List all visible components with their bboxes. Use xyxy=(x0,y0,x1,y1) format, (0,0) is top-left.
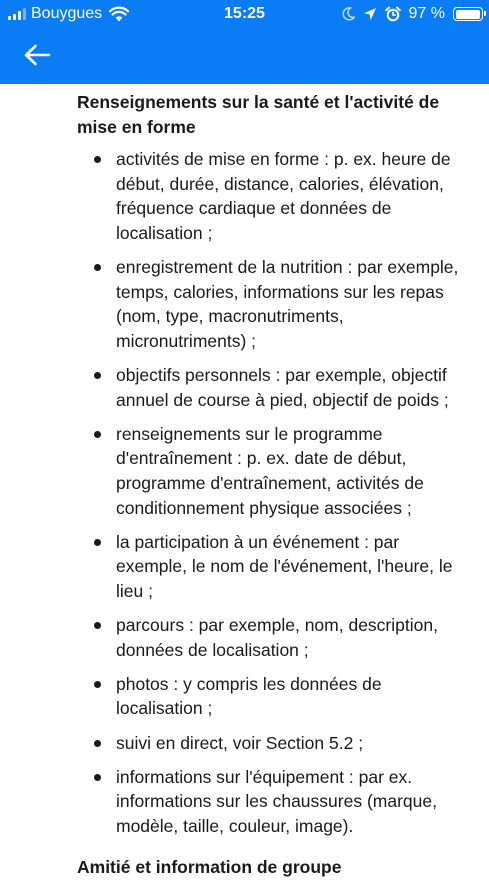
bullet-list xyxy=(0,147,489,839)
list-item-text: enregistrement de la nutrition : par exemple, temps, calories, informations sur les repas (nom, type, macronutriments, micronutriments) ; xyxy=(116,256,459,351)
list-item xyxy=(0,255,489,353)
bullet-dot xyxy=(94,740,101,747)
list-item-text: informations sur l'équipement : par ex. informations sur les chaussures (marque, modèle, taille, couleur, image). xyxy=(116,766,437,836)
list-item-text: activités de mise en forme : p. ex. heure de début, durée, distance, calories, élévation, fréquence cardiaque et données de localisation ; xyxy=(116,149,451,243)
carrier-name: Bouygues xyxy=(31,5,103,22)
bullet-dot xyxy=(94,264,101,271)
list-item xyxy=(0,530,489,604)
bullet-dot xyxy=(94,539,101,546)
battery-percent: 97 % xyxy=(408,5,445,22)
list-item-text: photos : y compris les données de localisation ; xyxy=(116,673,382,719)
content-area xyxy=(0,84,489,848)
status-right xyxy=(342,4,483,24)
list-item xyxy=(0,731,489,756)
back-arrow-icon[interactable] xyxy=(22,42,52,68)
status-time: 15:25 xyxy=(224,5,265,22)
status-bar xyxy=(0,0,489,28)
battery-fill xyxy=(456,10,480,19)
list-item xyxy=(0,147,489,245)
list-item-text: la participation à un événement : par exemple, le nom de l'événement, l'heure, le lieu ; xyxy=(116,531,453,601)
list-item xyxy=(0,363,489,412)
bullet-dot xyxy=(94,372,101,379)
top-bar xyxy=(0,0,489,84)
moon-icon xyxy=(342,7,355,21)
bullet-dot xyxy=(94,774,101,781)
bullet-dot xyxy=(94,622,101,629)
list-item xyxy=(0,422,489,520)
list-item-text: suivi en direct, voir Section 5.2 ; xyxy=(116,732,364,753)
alarm-icon xyxy=(385,6,401,22)
section-title: Renseignements sur la santé et l'activité de mise en forme xyxy=(77,92,440,137)
battery-icon xyxy=(453,7,483,21)
list-item xyxy=(0,765,489,839)
list-item-text: parcours : par exemple, nom, description, données de localisation ; xyxy=(116,615,438,660)
list-item xyxy=(0,672,489,721)
bullet-dot xyxy=(94,156,101,163)
bullet-dot xyxy=(94,681,101,688)
next-section-title: Amitié et information de groupe xyxy=(77,857,342,877)
bullet-dot xyxy=(94,431,101,438)
list-item-text: objectifs personnels : par exemple, objectif annuel de course à pied, objectif de poids ; xyxy=(116,364,449,410)
list-item-text: renseignements sur le programme d'entraînement : p. ex. date de début, programme d'entraînement, activités de conditionnement physique associées ; xyxy=(116,423,424,518)
location-arrow-icon xyxy=(363,7,377,21)
list-item xyxy=(0,613,489,662)
